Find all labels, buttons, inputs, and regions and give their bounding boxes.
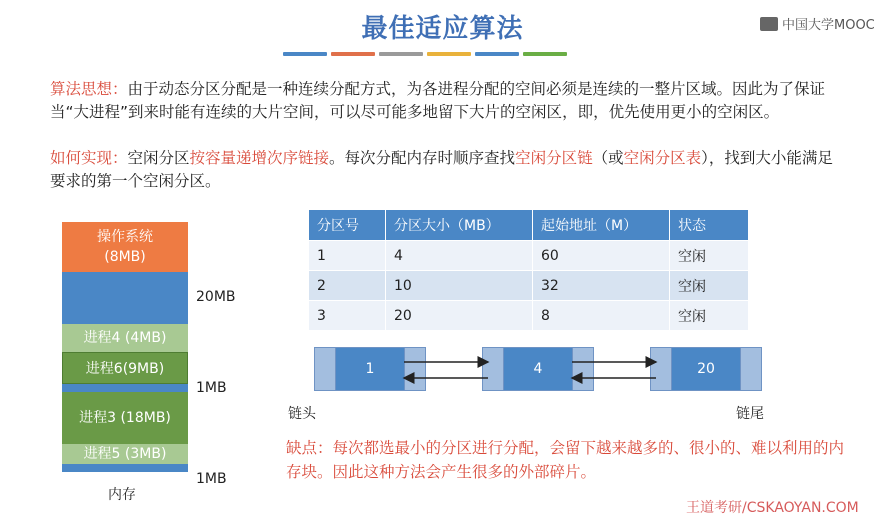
idea-label: 算法思想： [50,80,128,98]
chain-tail-label: 链尾 [736,406,764,422]
drawback-note [286,436,846,484]
impl-highlight: 按容量递增次序链接 [189,149,330,167]
drawback-label: 缺点： [286,439,333,457]
node-size: 4 [504,347,572,391]
column-header: 状态 [670,210,749,241]
table-cell: 60 [533,241,670,271]
footer-watermark: 王道考研/CSKAOYAN.COM [686,500,859,516]
mooc-logo-text: 中国大学MOOC [782,18,875,33]
process-block: 进程6(9MB) [62,352,188,384]
table-cell: 空闲 [670,271,749,301]
table-cell: 4 [386,241,533,271]
table-cell: 空闲 [670,301,749,331]
impl-highlight: 空闲分区链 [515,149,593,167]
os-size: (8MB) [104,249,146,265]
impl-text: ），找到大小能满足要求的第一个空闲分区。 [50,149,833,190]
process-block: 进程4 (4MB) [62,324,188,352]
table-cell: 空闲 [670,241,749,271]
size-label: 20MB [196,289,236,305]
node-size: 20 [672,347,740,391]
column-header: 起始地址（M） [533,210,670,241]
table-cell: 3 [309,301,386,331]
size-label: 1MB [196,471,227,487]
memory-caption: 内存 [108,487,136,503]
size-label: 1MB [196,380,227,396]
node-size: 1 [336,347,404,391]
impl-text: 空闲分区 [127,149,190,167]
drawback-text: 每次都选最小的分区进行分配，会留下越来越多的、很小的、难以利用的内存块。因此这种方法会产生很多的外部碎片。 [286,439,845,481]
os-label: 操作系统 [97,229,153,245]
impl-text: 。每次分配内存时顺序查找 [329,149,516,167]
table-cell: 10 [386,271,533,301]
impl-label: 如何实现： [50,149,128,167]
table-cell: 20 [386,301,533,331]
table-cell: 8 [533,301,670,331]
table-cell: 2 [309,271,386,301]
table-cell: 32 [533,271,670,301]
slide-title: 最佳适应算法 [361,14,524,44]
process-block: 进程5 (3MB) [62,444,188,464]
chain-head-label: 链头 [288,406,316,422]
impl-text: （或 [592,149,624,167]
column-header: 分区大小（MB） [386,210,533,241]
table-cell: 1 [309,241,386,271]
impl-highlight: 空闲分区表 [623,149,702,167]
column-header: 分区号 [309,210,386,241]
idea-text: 由于动态分区分配是一种连续分配方式，为各进程分配的空间必须是连续的一整片区域。因此为了保证当“大进程”到来时能有连续的大片空间，可以尽可能多地留下大片的空闲区，即，优先使用更小的空闲区。 [50,80,826,121]
process-block: 进程3 (18MB) [62,392,188,444]
